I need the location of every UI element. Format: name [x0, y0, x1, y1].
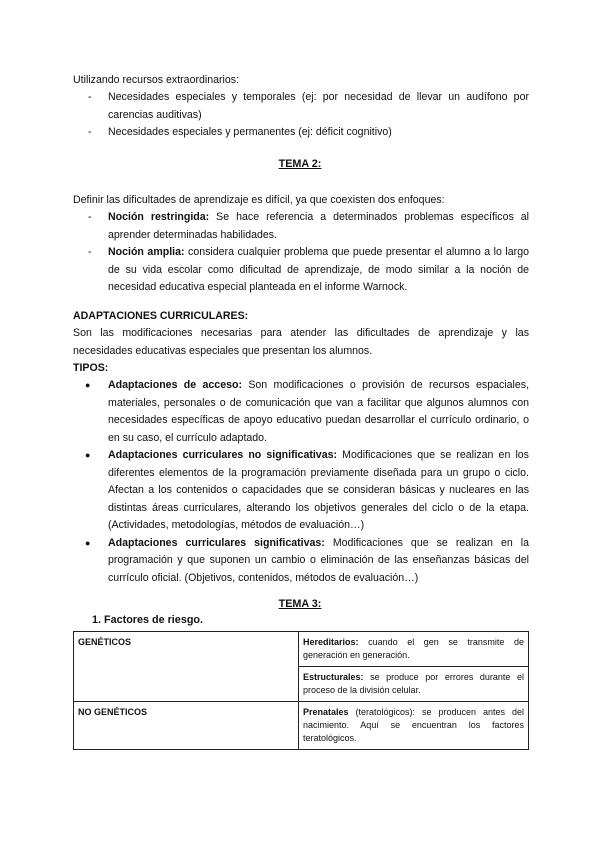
- term: Adaptaciones curriculares no significativas:: [108, 449, 338, 461]
- definition: cuando el gen se transmite de generación en generación.: [303, 637, 524, 660]
- estructurales-cell: [299, 667, 529, 702]
- definition: Son modificaciones o provisión de recursos espaciales, materiales, personales o de comunicación que van a facilitar que algunos alumnos con necesidades específicas de apoyo educativo puedan desarrollar el currículo ordinario, o en su caso, el currículo adaptado.: [108, 379, 530, 444]
- definition: (teratológicos): se producen antes del nacimiento. Aquí se encuentran los factores teratológicos.: [303, 707, 524, 743]
- table-row: [74, 702, 529, 750]
- list-item: [73, 244, 529, 297]
- tema2-list: [73, 209, 529, 297]
- term: Estructurales:: [303, 672, 364, 682]
- definition: considera cualquier problema que puede presentar el alumno a lo largo de su vida escolar como dificultad de aprendizaje, de modo similar a la noción de necesidad educativa especial planteada en el informe Warnock.: [108, 246, 529, 293]
- list-item: [73, 447, 529, 535]
- definition: se produce por errores durante el proceso de la división celular.: [303, 672, 524, 695]
- intro-list: [73, 89, 529, 142]
- tema2-heading: TEMA 2:: [278, 158, 322, 170]
- geneticos-cell: GENÉTICOS: [74, 632, 299, 702]
- list-item: [73, 377, 529, 447]
- tema3-subheading: 1. Factores de riesgo.: [92, 614, 204, 626]
- intro-line: Utilizando recursos extraordinarios:: [73, 74, 240, 86]
- risk-factors-table: [73, 631, 529, 750]
- no-geneticos-cell: NO GENÉTICOS: [74, 702, 299, 750]
- list-item: [73, 535, 529, 588]
- adaptaciones-heading: ADAPTACIONES CURRICULARES:: [73, 310, 249, 322]
- term: Noción restringida:: [108, 211, 210, 223]
- tema2-lead: Definir las dificultades de aprendizaje es difícil, ya que coexisten dos enfoques:: [73, 194, 445, 206]
- list-item: - Necesidades especiales y permanentes (ej: déficit cognitivo): [73, 124, 529, 142]
- adaptaciones-definition: Son las modificaciones necesarias para atender las dificultades de aprendizaje y las necesidades educativas especiales que presentan los alumnos.: [73, 327, 529, 357]
- term: Adaptaciones curriculares significativas:: [108, 536, 325, 549]
- term: Noción amplia:: [108, 246, 185, 258]
- term: Adaptaciones de acceso:: [108, 379, 242, 391]
- prenatales-cell: [299, 702, 529, 750]
- definition: Se hace referencia a determinados problemas específicos al aprender determinadas habilidades.: [108, 211, 529, 241]
- tema3-heading: TEMA 3:: [278, 598, 322, 610]
- hereditarios-cell: [299, 632, 529, 667]
- term: Hereditarios:: [303, 637, 359, 647]
- definition: Modificaciones que se realizan en los diferentes elementos de la programación previamente diseñada para un grupo o ciclo. Afectan a los contenidos o capacidades que se consideran básicas y nucleares en las distintas áreas curriculares, alterando los objetivos generales del ciclo o de la etapa. (Actividades, metodologías, métodos de evaluación…): [108, 449, 529, 531]
- definition: Modificaciones que se realizan en la programación y que suponen un cambio o eliminación de las enseñanzas básicas del currículo oficial. (Objetivos, contenidos, métodos de evaluación…): [108, 536, 529, 584]
- tipos-list: [73, 377, 529, 587]
- list-item: - Necesidades especiales y temporales (ej: por necesidad de llevar un audífono por carencias auditivas): [73, 89, 529, 124]
- tipos-label: TIPOS:: [73, 362, 109, 374]
- term: Prenatales: [303, 707, 349, 717]
- table-row: [74, 632, 529, 667]
- list-item: [73, 209, 529, 244]
